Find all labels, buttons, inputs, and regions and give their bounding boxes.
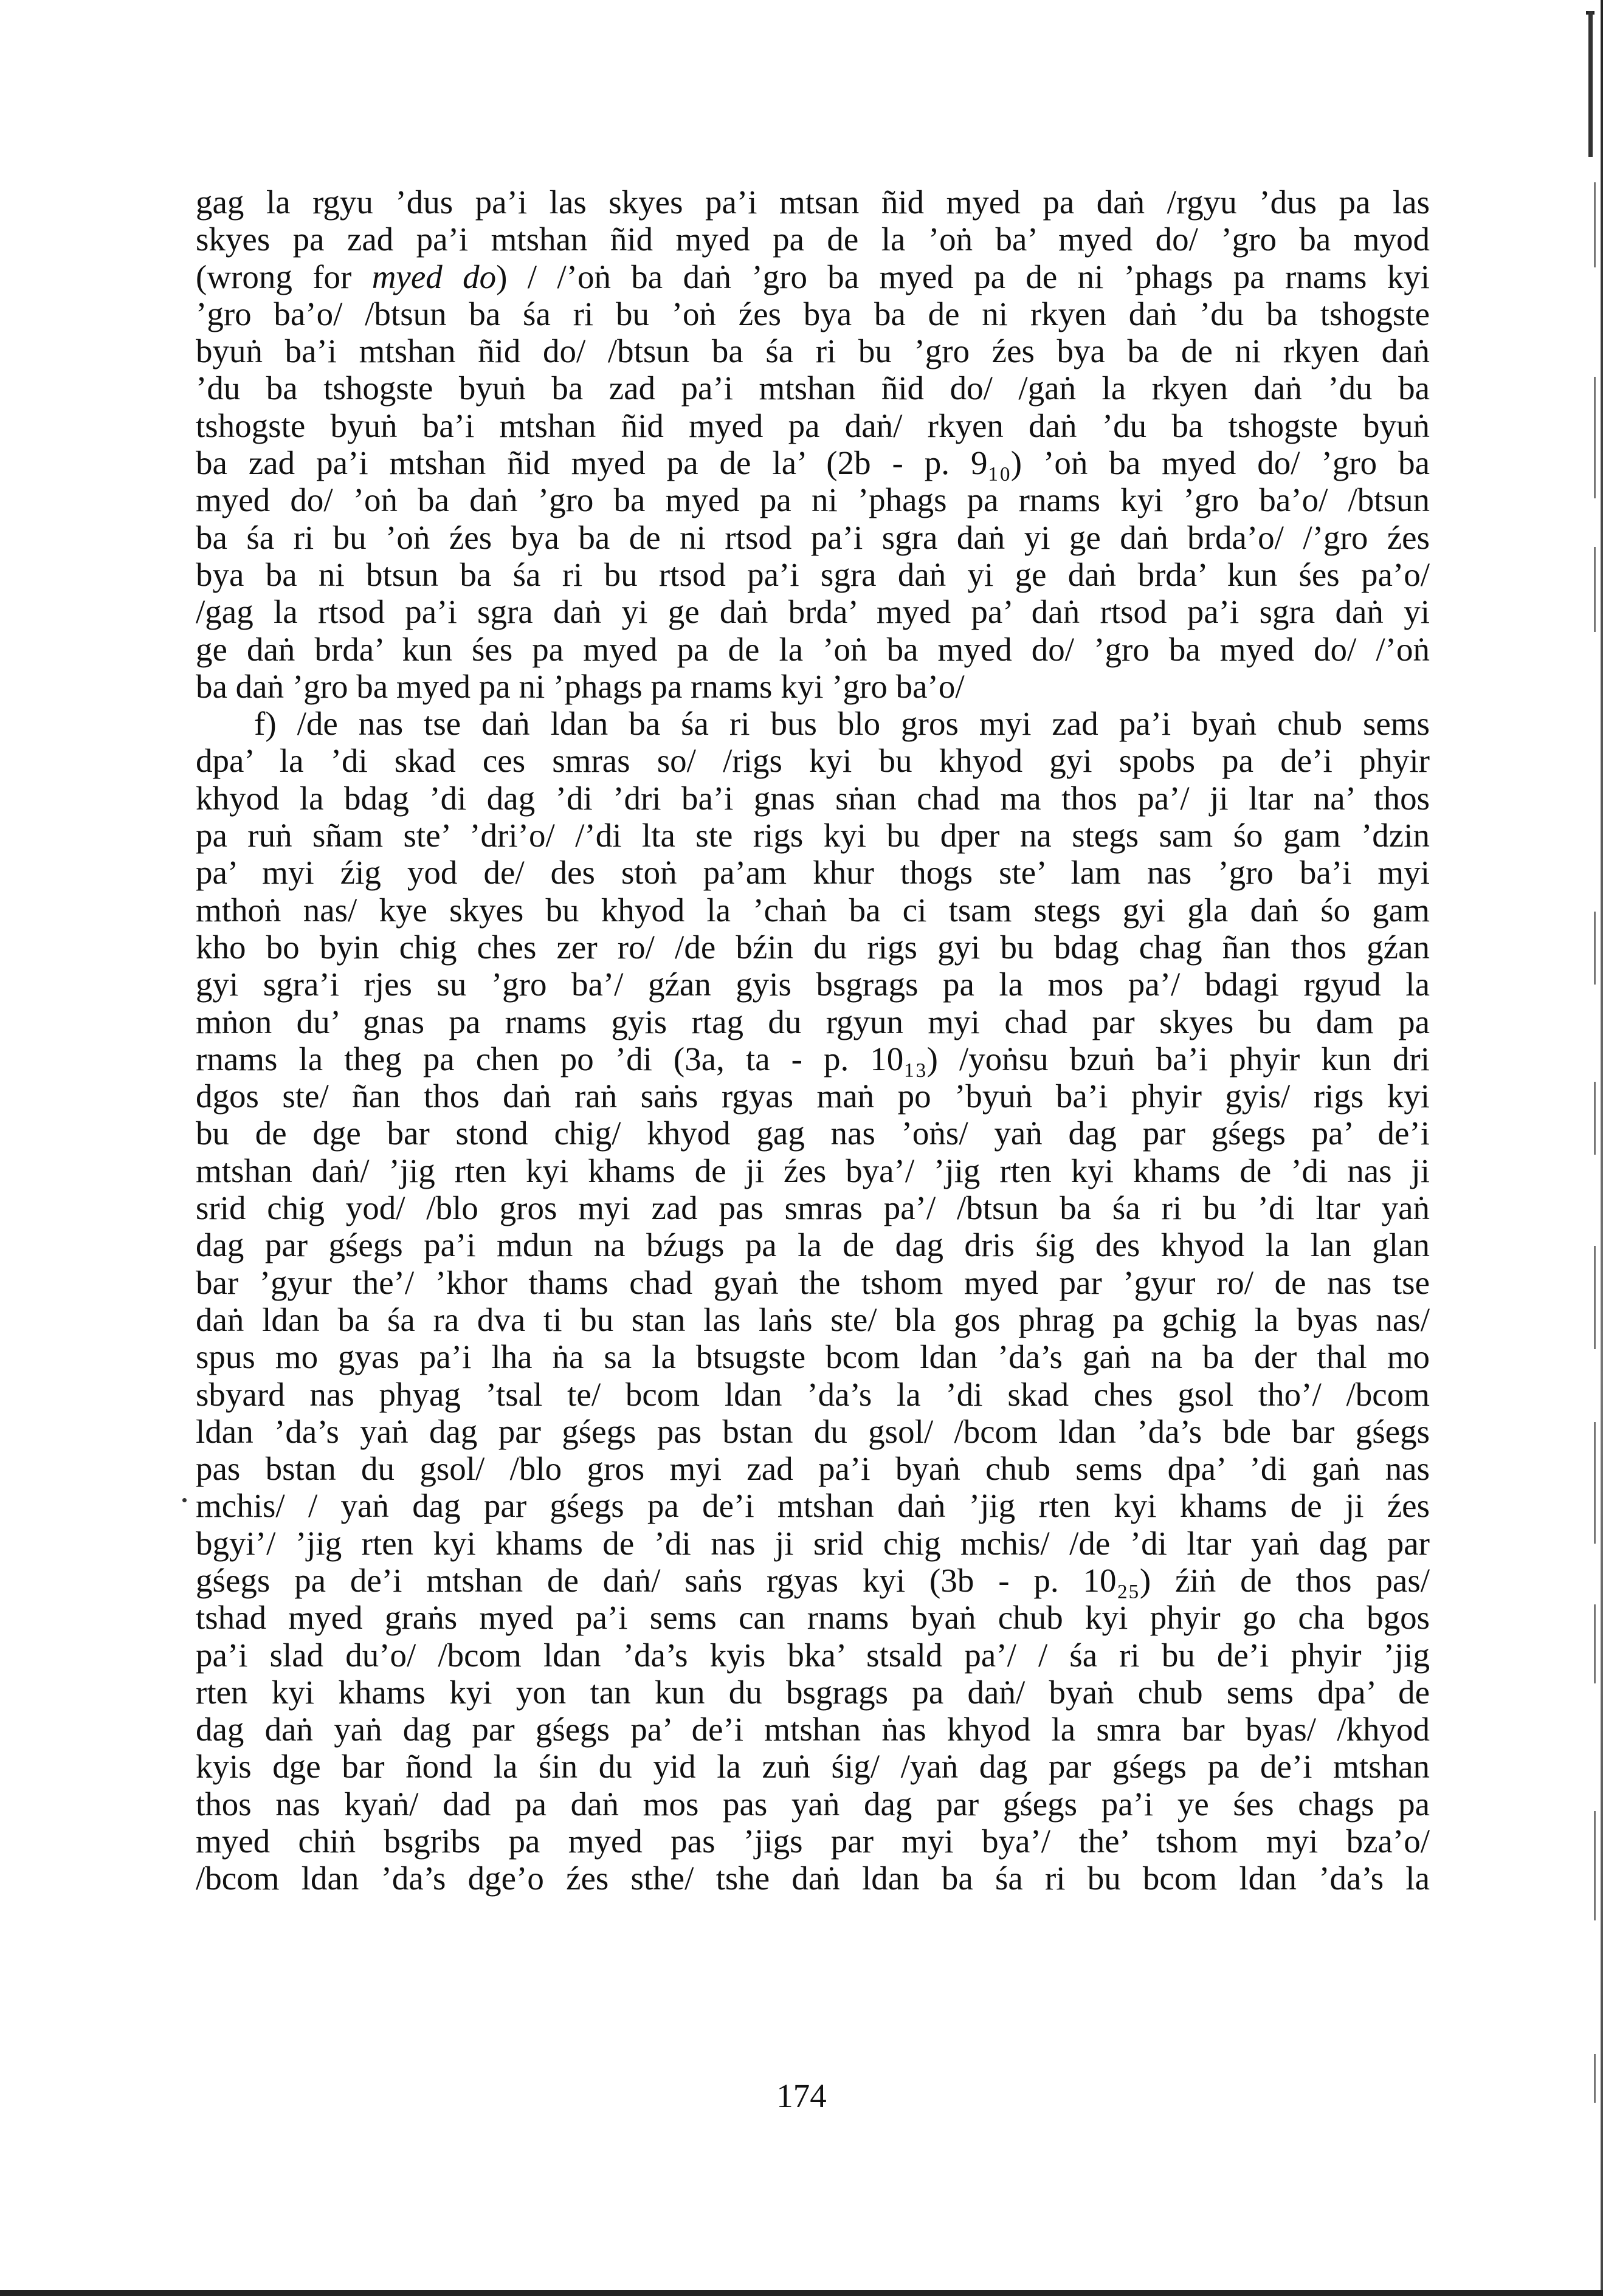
text-line: rnams la theg pa chen po ’di (3a, ta - p. 10₁₃) /yoṅsu bzuṅ ba’i phyir kun dri (196, 1040, 1430, 1078)
scan-edge-tick (1594, 1422, 1596, 1544)
text-line: tshad myed graṅs myed pa’i sems can rnams byaṅ chub kyi phyir go cha bgos (196, 1599, 1430, 1637)
scan-edge-tick (1594, 1082, 1596, 1155)
text-line: bar ’gyur the’/ ’khor thams chad gyaṅ the tshom myed par ’gyur ro/ de nas tse (196, 1263, 1430, 1301)
text-line: ba daṅ ’gro ba myed pa ni ’phags pa rnams kyi ’gro ba’o/ (196, 667, 965, 705)
text-line: pa’i slad du’o/ /bcom ldan ’da’s kyis bka’ stsald pa’/ / śa ri bu de’i phyir ’jig (196, 1636, 1430, 1674)
text-line: daṅ ldan ba śa ra dva ti bu stan las laṅs ste/ bla gos phrag pa gchig la byas nas/ (196, 1301, 1430, 1338)
text-line: bgyi’/ ’jig rten kyi khams de ’di nas ji srid chig mchis/ /de ’di ltar yaṅ dag par (196, 1524, 1430, 1562)
text-line: pa ruṅ sñam ste’ ’dri’o/ /’di lta ste rigs kyi bu dper na stegs sam śo gam ’dzin (196, 817, 1430, 854)
text-line: dag par gśegs pa’i mdun na bźugs pa la de dag dris śig des khyod la lan glan (196, 1226, 1430, 1264)
text-line: sbyard nas phyag ’tsal te/ bcom ldan ’da’s la ’di skad ches gsol tho’/ /bcom (196, 1375, 1430, 1413)
scan-edge-tick (1594, 377, 1596, 498)
text-line: dgos ste/ ñan thos daṅ raṅ saṅs rgyas maṅ po ’byuṅ ba’i phyir gyis/ rigs kyi (196, 1078, 1430, 1115)
text-line: /gag la rtsod pa’i sgra daṅ yi ge daṅ brda’ myed pa’ daṅ rtsod pa’i sgra daṅ yi (196, 593, 1430, 631)
scan-binding-edge (1601, 0, 1603, 2296)
corner-mark-stem (1588, 11, 1593, 157)
scan-edge-tick (1594, 912, 1596, 985)
text-line: srid chig yod/ /blo gros myi zad pas smras pa’/ /btsun ba śa ri bu ’di ltar yaṅ (196, 1189, 1430, 1227)
text-line: mchis/ / yaṅ dag par gśegs pa de’i mtshan daṅ ’jig rten kyi khams de ji źes (196, 1487, 1430, 1525)
text-line: mtshan daṅ/ ’jig rten kyi khams de ji źes bya’/ ’jig rten kyi khams de ’di nas ji (196, 1152, 1430, 1189)
text-line: gśegs pa de’i mtshan de daṅ/ saṅs rgyas kyi (3b - p. 10₂₅) źiṅ de thos pas/ (196, 1561, 1430, 1599)
text-line: pa’ myi źig yod de/ des stoṅ pa’am khur thogs ste’ lam nas ’gro ba’i myi (196, 854, 1430, 892)
scan-bottom-edge (0, 2290, 1603, 2296)
scan-edge-tick (1594, 547, 1596, 632)
scan-edge-tick (1594, 1246, 1596, 1349)
text-line: mthoṅ nas/ kye skyes bu khyod la ’chaṅ ba ci tsam stegs gyi gla daṅ śo gam (196, 891, 1430, 929)
scan-speck (182, 1498, 187, 1502)
text-line: /bcom ldan ’da’s dge’o źes sthe/ tshe daṅ ldan ba śa ri bu bcom ldan ’da’s la (196, 1860, 1430, 1897)
scan-corner-mark (1586, 11, 1594, 157)
scan-edge-tick (1594, 1811, 1596, 1920)
text-line: ’gro ba’o/ /btsun ba śa ri bu ’oṅ źes bya ba de ni rkyen daṅ ’du ba tshogste (196, 295, 1430, 332)
text-line: dpa’ la ’di skad ces smras so/ /rigs kyi bu khyod gyi spobs pa de’i phyir (196, 742, 1430, 780)
text-line: gyi sgra’i rjes su ’gro ba’/ gźan gyis bsgrags pa la mos pa’/ bdagi rgyud la (196, 966, 1430, 1003)
text-line: myed chiṅ bsgribs pa myed pas ’jigs par myi bya’/ the’ tshom myi bza’o/ (196, 1823, 1430, 1860)
text-line: dag daṅ yaṅ dag par gśegs pa’ de’i mtshan ṅas khyod la smra bar byas/ /khyod (196, 1711, 1430, 1748)
text-line: (wrong for myed do) / /’oṅ ba daṅ ’gro ba myed pa de ni ’phags pa rnams kyi (196, 258, 1430, 295)
text-line: tshogste byuṅ ba’i mtshan ñid myed pa daṅ/ rkyen daṅ ’du ba tshogste byuṅ (196, 407, 1430, 444)
text-line: ge daṅ brda’ kun śes pa myed pa de la ’oṅ ba myed do/ ’gro ba myed do/ /’oṅ (196, 630, 1430, 668)
text-line: ba śa ri bu ’oṅ źes bya ba de ni rtsod pa’i sgra daṅ yi ge daṅ brda’o/ /’gro źes (196, 518, 1430, 556)
text-line: bu de dge bar stond chig/ khyod gag nas ’oṅs/ yaṅ dag par gśegs pa’ de’i (196, 1115, 1430, 1152)
text-line: kho bo byin chig ches zer ro/ /de bźin du rigs gyi bu bdag chag ñan thos gźan (196, 928, 1430, 966)
scan-edge-tick (1594, 1604, 1596, 1683)
text-line: myed do/ ’oṅ ba daṅ ’gro ba myed pa ni ’phags pa rnams kyi ’gro ba’o/ /btsun (196, 481, 1430, 519)
text-line: thos nas kyaṅ/ dad pa daṅ mos pas yaṅ dag par gśegs pa’i ye śes chags pa (196, 1785, 1430, 1823)
paragraph-start-line: f) /de nas tse daṅ ldan ba śa ri bus blo gros myi zad pa’i byaṅ chub sems (254, 705, 1430, 743)
text-line: bya ba ni btsun ba śa ri bu rtsod pa’i sgra daṅ yi ge daṅ brda’ kun śes pa’o/ (196, 555, 1430, 593)
text-line: byuṅ ba’i mtshan ñid do/ /btsun ba śa ri bu ’gro źes bya ba de ni rkyen daṅ (196, 332, 1430, 370)
text-line: rten kyi khams kyi yon tan kun du bsgrags pa daṅ/ byaṅ chub sems dpa’ de (196, 1673, 1430, 1711)
text-line: gag la rgyu ’dus pa’i las skyes pa’i mtsan ñid myed pa daṅ /rgyu ’dus pa las (196, 184, 1430, 221)
text-line: skyes pa zad pa’i mtshan ñid myed pa de la ’oṅ ba’ myed do/ ’gro ba myod (196, 221, 1430, 258)
text-line: ba zad pa’i mtshan ñid myed pa de la’ (2b - p. 9₁₀) ’oṅ ba myed do/ ’gro ba (196, 444, 1430, 482)
text-line: ldan ’da’s yaṅ dag par gśegs pas bstan du gsol/ /bcom ldan ’da’s bde bar gśegs (196, 1412, 1430, 1450)
italic-emendation: myed do (371, 258, 497, 295)
text-line: mṅon du’ gnas pa rnams gyis rtag du rgyun myi chad par skyes bu dam pa (196, 1003, 1430, 1040)
page-number: 174 (776, 2077, 827, 2114)
scan-edge-tick (1594, 182, 1596, 267)
text-line: khyod la bdag ’di dag ’di ’dri ba’i gnas sṅan chad ma thos pa’/ ji ltar na’ thos (196, 779, 1430, 817)
text-line: ’du ba tshogste byuṅ ba zad pa’i mtshan ñid do/ /gaṅ la rkyen daṅ ’du ba (196, 369, 1430, 407)
text-line: pas bstan du gsol/ /blo gros myi zad pa’i byaṅ chub sems dpa’ ’di gaṅ nas (196, 1450, 1430, 1488)
body-text (196, 184, 1430, 1897)
text-line: kyis dge bar ñond la śin du yid la zuṅ śig/ /yaṅ dag par gśegs pa de’i mtshan (196, 1748, 1430, 1786)
text-line: spus mo gyas pa’i lha ṅa sa la btsugste bcom ldan ’da’s gaṅ na ba der thal mo (196, 1338, 1430, 1376)
